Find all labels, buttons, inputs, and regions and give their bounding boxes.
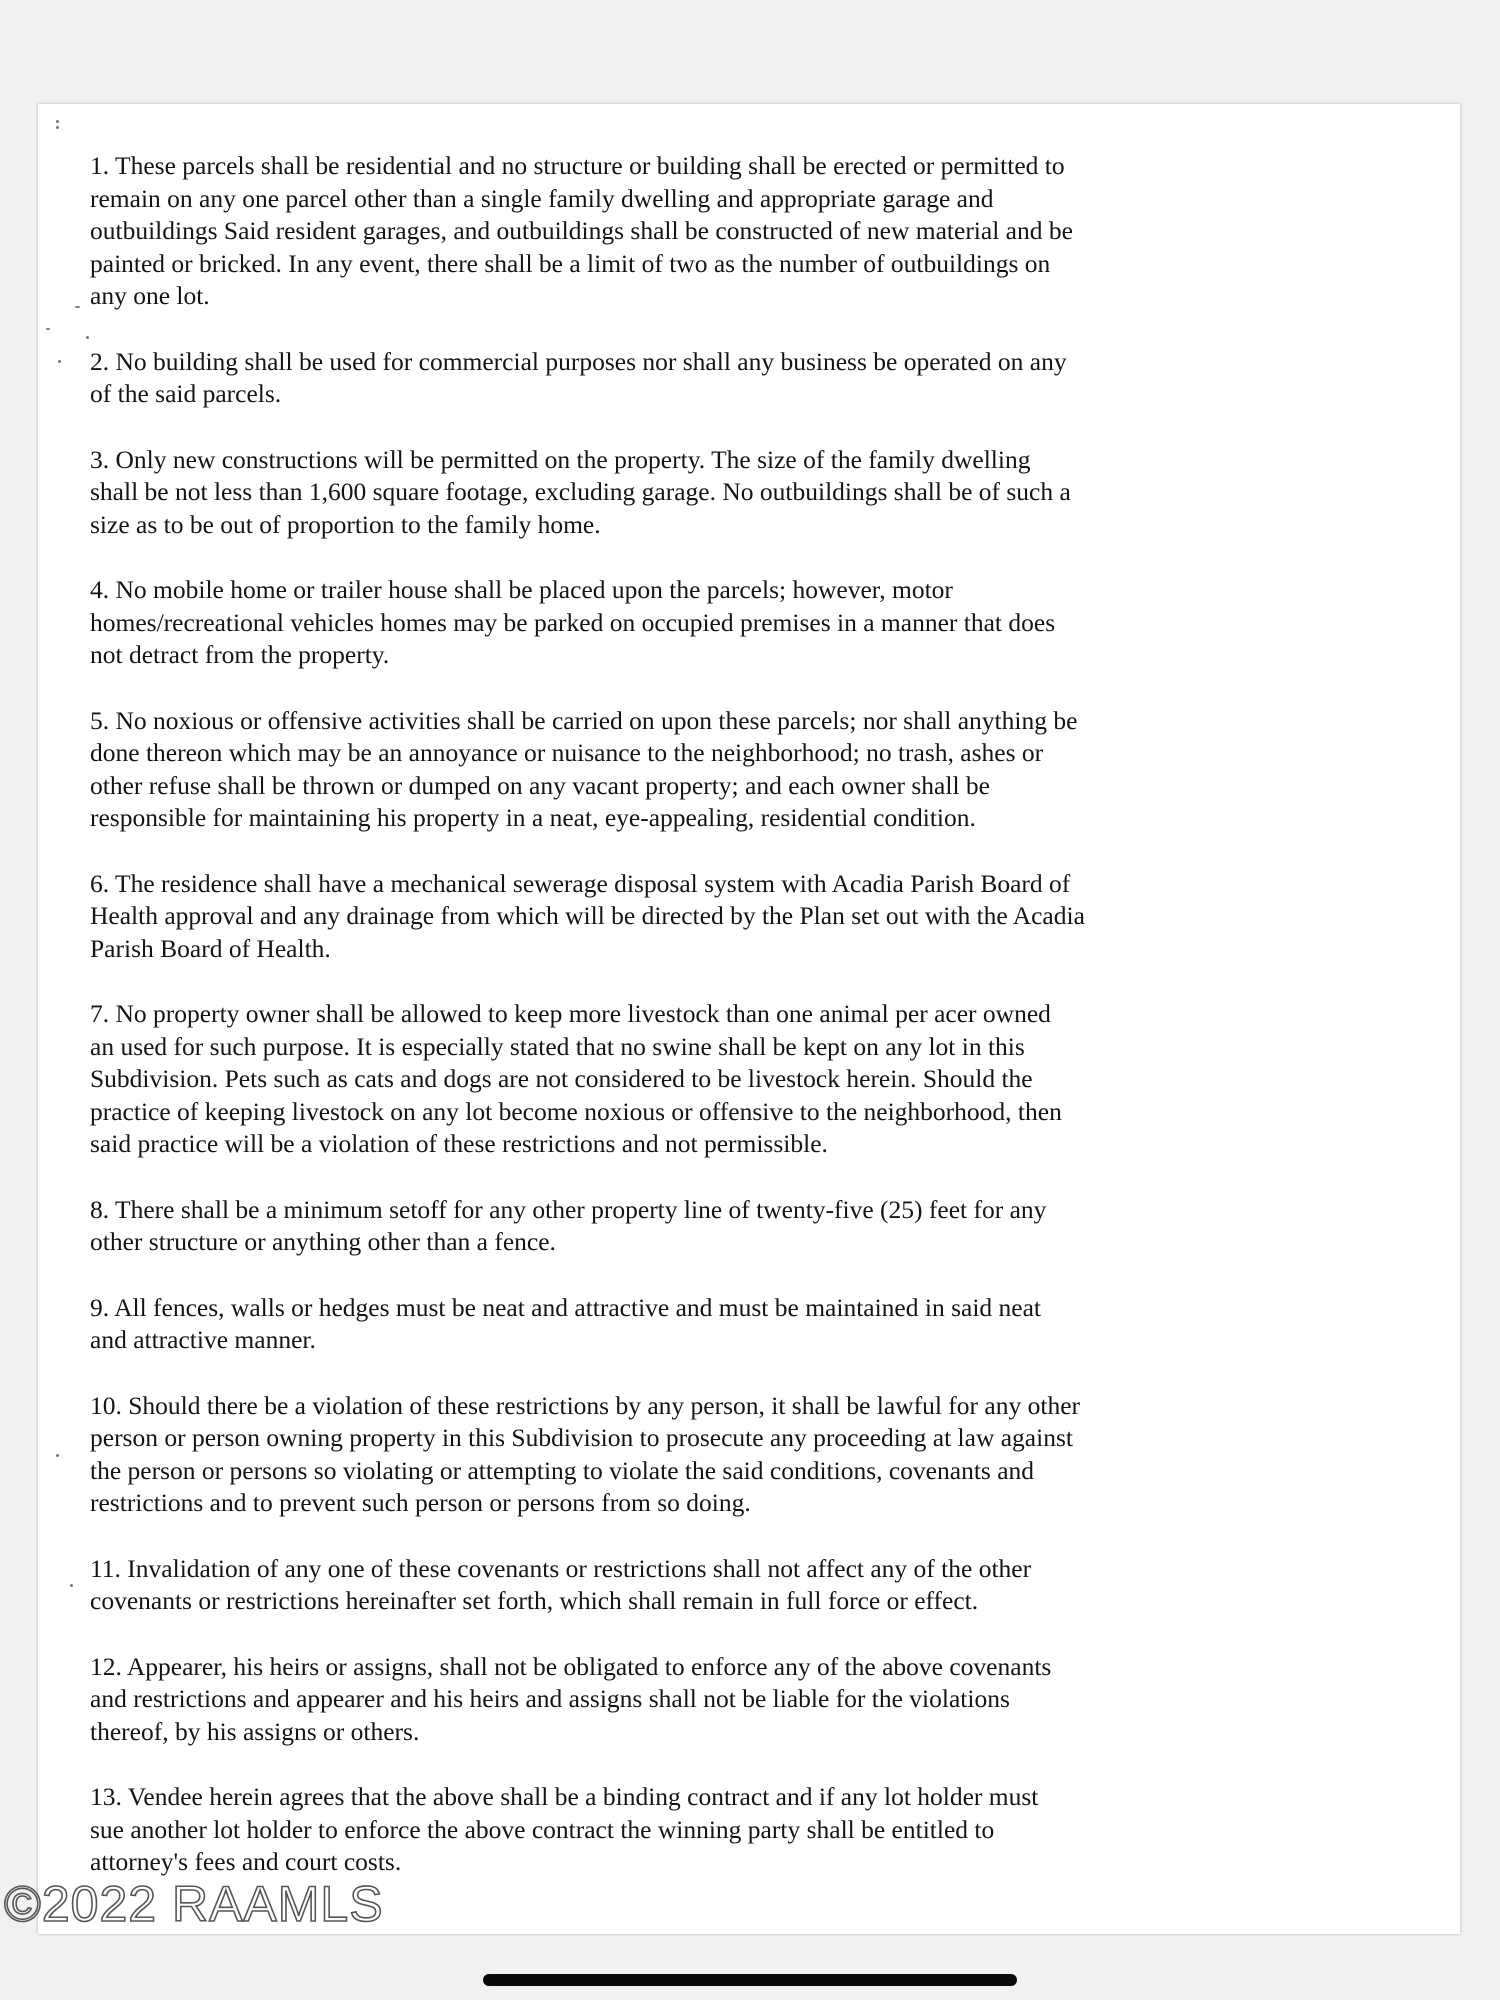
paragraph-12: 12. Appearer, his heirs or assigns, shall not be obligated to enforce any of the above covenants and restrictions and appearer and his heirs and assigns shall not be liable for the violations thereof, by his assigns or others. [90, 1651, 1052, 1746]
paragraph-10: 10. Should there be a violation of these restrictions by any person, it shall be lawful for any other person or person owning property in this Subdivision to prosecute any proceeding at law against the person or persons so violating or attempting to violate the said conditions, covenants and restrictions and to prevent such person or persons from so doing. [90, 1390, 1081, 1517]
paragraph-11: 11. Invalidation of any one of these covenants or restrictions shall not affect any of the other covenants or restrictions hereinafter set forth, which shall remain in full force or effect. [90, 1553, 1032, 1615]
paragraph-2: 2. No building shall be used for commercial purposes nor shall any business be operated on any of the said parcels. [90, 346, 1067, 408]
scan-speck [58, 360, 61, 363]
copyright-watermark: ©2022 RAAMLS [4, 1876, 384, 1932]
paragraph-5: 5. No noxious or offensive activities shall be carried on upon these parcels; nor shall anything be done thereon which may be an annoyance or nuisance to the neighborhood; no trash, ashes or other refuse shall be thrown or dumped on any vacant property; and each owner shall be responsible for maintaining his property in a neat, eye-appealing, residential condition. [90, 705, 1078, 832]
paragraph-1: 1. These parcels shall be residential and no structure or building shall be erected or permitted to remain on any one parcel other than a single family dwelling and appropriate garage and outbuildings Said resident garages, and outbuildings shall be constructed of new material and be painted or bricked. In any event, there shall be a limit of two as the number of outbuildings on any one lot. [90, 151, 1073, 310]
document-page [38, 104, 1460, 1934]
scan-speck [56, 126, 59, 129]
paragraph-4: 4. No mobile home or trailer house shall be placed upon the parcels; however, motor homes/recreational vehicles homes may be parked on occupied premises in a manner that does not detract from the property. [90, 575, 1056, 669]
scan-speck [56, 1454, 59, 1457]
scan-speck [46, 328, 50, 330]
scan-speck [86, 336, 89, 339]
paragraph-3: 3. Only new constructions will be permitted on the property. The size of the family dwelling shall be not less than 1,600 square footage, excluding garage. No outbuildings shall be of such a size as to be out of proportion to the family home. [90, 444, 1071, 539]
scan-speck [70, 1584, 73, 1587]
scan-speck [56, 120, 59, 123]
paragraph-8: 8. There shall be a minimum setoff for any other property line of twenty-five (25) feet for any other structure or anything other than a fence. [90, 1194, 1047, 1256]
paragraph-7: 7. No property owner shall be allowed to keep more livestock than one animal per acer owned an used for such purpose. It is especially stated that no swine shall be kept on any lot in this Subdivision. Pets such as cats and dogs are not considered to be livestock herein. Should the practice of keeping livestock on any lot become noxious or offensive to the neighborhood, then said practice will be a violation of these restrictions and not permissible. [90, 999, 1062, 1158]
covenants-text [90, 150, 1250, 1912]
scan-speck [75, 306, 80, 308]
paragraph-9: 9. All fences, walls or hedges must be neat and attractive and must be maintained in said neat and attractive manner. [90, 1292, 1042, 1354]
home-indicator-bar[interactable] [483, 1974, 1017, 1986]
paragraph-13: 13. Vendee herein agrees that the above shall be a binding contract and if any lot holder must sue another lot holder to enforce the above contract the winning party shall be entitled to attorney's fees and court costs. [90, 1782, 1039, 1876]
paragraph-6: 6. The residence shall have a mechanical sewerage disposal system with Acadia Parish Board of Health approval and any drainage from which will be directed by the Plan set out with the Acadia Parish Board of Health. [90, 868, 1085, 963]
